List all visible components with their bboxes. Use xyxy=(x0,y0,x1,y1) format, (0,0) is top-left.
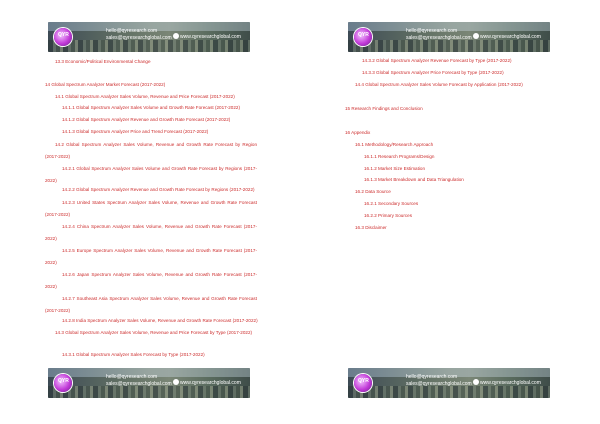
toc-item[interactable]: 14.4 Global Spectrum Analyzer Sales Volume Forecast by Application (2017-2022) xyxy=(355,82,523,87)
toc-item[interactable]: 14.2.4 China Spectrum Analyzer Sales Volume, Revenue and Growth Rate Forecast (2017-2022) xyxy=(45,224,257,241)
header-banner xyxy=(348,22,550,52)
contact-email-1: hello@qyresearch.com xyxy=(406,374,458,380)
toc-item[interactable]: 14.1.2 Global Spectrum Analyzer Revenue and Growth Rate Forecast (2017-2022) xyxy=(62,117,231,122)
toc-item[interactable]: 16.1.2 Market Size Estimation xyxy=(364,166,426,171)
web-icon xyxy=(173,33,179,39)
toc-item[interactable]: 16.1.3 Market Breakdown and Data Triangulation xyxy=(364,177,464,182)
contact-email-2: sales@qyresearchglobal.com xyxy=(106,381,172,387)
toc-item[interactable]: 14.2.7 Southeast Asia Spectrum Analyzer Sales Volume, Revenue and Growth Rate Forecast (2017-2022) xyxy=(45,296,257,313)
toc-item[interactable]: 14.2.5 Europe Spectrum Analyzer Sales Volume, Revenue and Growth Rate Forecast (2017-2022) xyxy=(45,248,257,265)
toc-item[interactable]: 14.1.3 Global Spectrum Analyzer Price and Trend Forecast (2017-2022) xyxy=(62,129,209,134)
toc-item[interactable]: 14.3.3 Global Spectrum Analyzer Price Forecast by Type (2017-2022) xyxy=(362,70,504,75)
logo-label: QYR xyxy=(58,378,69,384)
contact-email-2: sales@qyresearchglobal.com xyxy=(406,35,472,41)
toc-item[interactable]: 16 Appendix xyxy=(345,130,371,135)
logo-label: QYR xyxy=(358,378,369,384)
toc-item[interactable]: 14.3.1 Global Spectrum Analyzer Sales Forecast by Type (2017-2022) xyxy=(62,352,205,357)
contact-lines xyxy=(106,374,172,388)
contact-lines xyxy=(406,374,472,388)
toc-item[interactable]: 14.2.6 Japan Spectrum Analyzer Sales Volume, Revenue and Growth Rate Forecast (2017-2022) xyxy=(45,272,257,289)
toc-item[interactable]: 14.2.3 United States Spectrum Analyzer Sales Volume, Revenue and Growth Rate Forecast (2017-2022) xyxy=(45,200,257,217)
contact-email-1: hello@qyresearch.com xyxy=(406,28,458,34)
toc-item[interactable]: 13.3 Economic/Political Environmental Change xyxy=(55,59,151,64)
website-text: www.qyresearchglobal.com xyxy=(480,34,541,40)
toc-item[interactable]: 14.3.2 Global Spectrum Analyzer Revenue Forecast by Type (2017-2022) xyxy=(362,58,512,63)
contact-lines xyxy=(106,28,172,42)
toc-item[interactable]: 16.3 Disclaimer xyxy=(355,225,387,230)
contact-email-1: hello@qyresearch.com xyxy=(106,28,158,34)
website-text: www.qyresearchglobal.com xyxy=(180,34,241,40)
toc-item[interactable]: 16.1 Methodology/Research Approach xyxy=(355,142,434,147)
right-page xyxy=(300,0,600,424)
toc-item[interactable]: 16.2 Data Source xyxy=(355,189,391,194)
toc-item[interactable]: 14.1 Global Spectrum Analyzer Sales Volume, Revenue and Price Forecast (2017-2022) xyxy=(55,94,235,99)
contact-email-2: sales@qyresearchglobal.com xyxy=(106,35,172,41)
toc-item[interactable]: 14.3 Global Spectrum Analyzer Sales Volume, Revenue and Price Forecast by Type (2017-2022) xyxy=(55,330,253,335)
contact-email-1: hello@qyresearch.com xyxy=(106,374,158,380)
logo-label: QYR xyxy=(58,32,69,38)
logo-label: QYR xyxy=(358,32,369,38)
toc-item[interactable]: 15 Research Findings and Conclusion xyxy=(345,106,423,111)
toc-item[interactable]: 14.1.1 Global Spectrum Analyzer Sales Volume and Growth Rate Forecast (2017-2022) xyxy=(62,105,240,110)
website-text: www.qyresearchglobal.com xyxy=(180,380,241,386)
toc-item[interactable]: 16.2.2 Primary Sources xyxy=(364,213,412,218)
toc-item[interactable]: 14.2 Global Spectrum Analyzer Sales Volume, Revenue and Growth Rate Forecast by Region (2017-2022) xyxy=(45,142,257,159)
footer-banner xyxy=(48,368,250,398)
web-icon xyxy=(473,33,479,39)
footer-banner xyxy=(348,368,550,398)
toc-item[interactable]: 14.2.1 Global Spectrum Analyzer Sales Volume and Growth Rate Forecast by Regions (2017-2022) xyxy=(45,166,257,183)
toc-item[interactable]: 14 Global Spectrum Analyzer Market Forecast (2017-2022) xyxy=(45,82,166,87)
toc-item[interactable]: 16.2.1 Secondary Sources xyxy=(364,201,419,206)
toc-item[interactable]: 14.2.8 India Spectrum Analyzer Sales Volume, Revenue and Growth Rate Forecast (2017-2022) xyxy=(62,318,258,323)
contact-email-2: sales@qyresearchglobal.com xyxy=(406,381,472,387)
web-icon xyxy=(473,379,479,385)
web-icon xyxy=(173,379,179,385)
toc-item[interactable]: 16.1.1 Research Programs/Design xyxy=(364,154,435,159)
website-text: www.qyresearchglobal.com xyxy=(480,380,541,386)
toc-item[interactable]: 14.2.2 Global Spectrum Analyzer Revenue and Growth Rate Forecast by Regions (2017-2022) xyxy=(62,187,255,192)
header-banner xyxy=(48,22,250,52)
contact-lines xyxy=(406,28,472,42)
